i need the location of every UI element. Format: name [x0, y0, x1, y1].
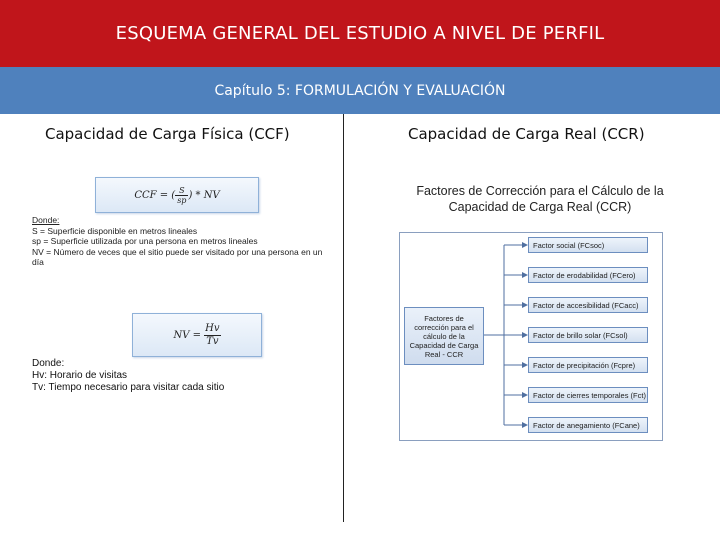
definition-nv: NV = Número de veces que el sitio puede ser visitado por una persona en un día: [32, 246, 323, 267]
factor-social: Factor social (FCsoc): [528, 237, 648, 253]
definitions-title: Donde:: [32, 215, 60, 225]
factor-accesibilidad: Factor de accesibilidad (FCacc): [528, 297, 648, 313]
factor-erodabilidad: Factor de erodabilidad (FCero): [528, 267, 648, 283]
chapter-subtitle: Capítulo 5: FORMULACIÓN Y EVALUACIÓN: [214, 82, 506, 99]
correction-factors-diagram: [399, 232, 663, 441]
factor-precipitacion: Factor de precipitación (Fcpre): [528, 357, 648, 373]
ccf-definitions: [32, 215, 332, 268]
definition-tv: Tv: Tiempo necesario para visitar cada sitio: [32, 382, 225, 393]
title-bar: [0, 0, 720, 67]
factor-anegamiento: Factor de anegamiento (FCane): [528, 417, 648, 433]
nv-formula-box: [132, 313, 262, 357]
ccf-heading: Capacidad de Carga Física (CCF): [45, 125, 290, 143]
factor-brillo-solar: Factor de brillo solar (FCsol): [528, 327, 648, 343]
definition-sp: sp = Superficie utilizada por una persona en metros lineales: [32, 236, 258, 246]
source-box-label: Factores de corrección para el cálculo de la Capacidad de Carga Real - CCR: [409, 313, 479, 359]
column-divider: [343, 114, 344, 522]
ccf-formula: CCF = ( $\frac{S}{sp}$ ) * NV: [134, 185, 220, 205]
ccf-formula-box: [95, 177, 259, 213]
subtitle-bar: [0, 67, 720, 114]
nv-formula: NV = $\frac{Hv}{Tv}$: [173, 322, 220, 347]
ccr-heading: Capacidad de Carga Real (CCR): [408, 125, 645, 143]
definition-s: S = Superficie disponible en metros lineales: [32, 225, 198, 236]
ccr-subheading: Factores de Corrección para el Cálculo de la Capacidad de Carga Real (CCR): [416, 184, 664, 214]
definition-hv: Hv: Horario de visitas: [32, 370, 128, 381]
correction-factors-source-box: [404, 307, 484, 365]
page-title: ESQUEMA GENERAL DEL ESTUDIO A NIVEL DE PERFIL: [115, 23, 605, 44]
factor-cierres-temporales: Factor de cierres temporales (Fct): [528, 387, 648, 403]
nv-definitions: [32, 358, 332, 394]
definitions2-title: Donde:: [32, 358, 65, 369]
